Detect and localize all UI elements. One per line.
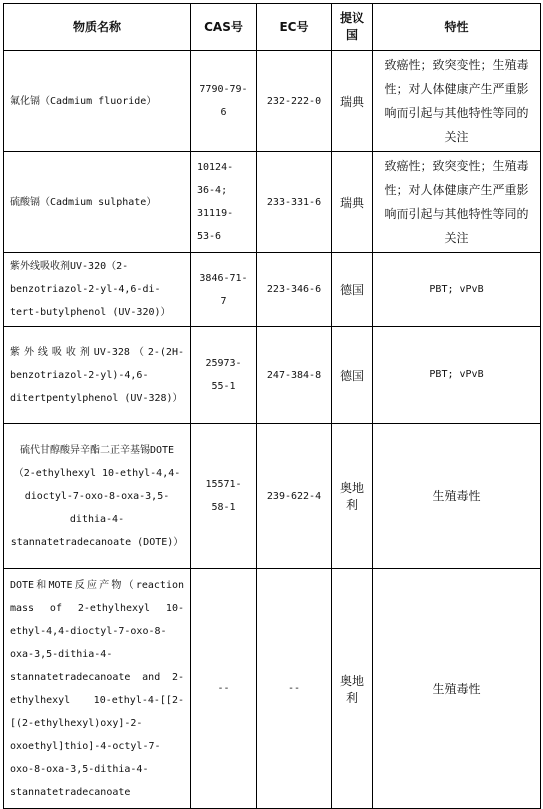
cell-substance-name: 硫代甘醇酸异辛酯二正辛基锡DOTE（2-ethylhexyl 10-ethyl-4,4-dioctyl-7-oxo-8-oxa-3,5-dithia-4-stannatetradecanoate (DOTE)） [4,424,191,569]
cell-property: PBT; vPvB [373,327,541,424]
cell-ec-number: 233-331-6 [257,152,332,253]
cell-proposing-country: 奥地利 [332,569,373,809]
cell-cas-number: 3846-71-7 [191,253,257,327]
cell-proposing-country: 瑞典 [332,51,373,152]
cell-ec-number: -- [257,569,332,809]
cell-ec-number: 223-346-6 [257,253,332,327]
cell-proposing-country: 德国 [332,253,373,327]
header-ec-number: EC号 [257,4,332,51]
header-property: 特性 [373,4,541,51]
cell-property: 致癌性；致突变性；生殖毒性；对人体健康产生严重影响而引起与其他特性等同的关注 [373,152,541,253]
table-row [4,569,541,809]
cell-cas-number: 25973-55-1 [191,327,257,424]
cell-property: 生殖毒性 [373,569,541,809]
cell-ec-number: 247-384-8 [257,327,332,424]
table-row [4,152,541,253]
cell-ec-number: 239-622-4 [257,424,332,569]
table-row [4,253,541,327]
cell-substance-name: 紫外线吸收剂UV-328（2-(2H-benzotriazol-2-yl)-4,6-ditertpentylphenol (UV-328)） [4,327,191,424]
cell-cas-number: -- [191,569,257,809]
cell-substance-name: DOTE和MOTE反应产物（reaction mass of 2-ethylhexyl 10-ethyl-4,4-dioctyl-7-oxo-8-oxa-3,5-dithia-4-stannatetradecanoate and 2-ethylhexyl 10-ethyl-4-[[2-[(2-ethylhexyl)oxy]-2-oxoethyl]thio]-4-octyl-7-oxo-8-oxa-3,5-dithia-4-stannatetradecanoate [4,569,191,809]
cell-cas-number: 15571-58-1 [191,424,257,569]
cell-property: 生殖毒性 [373,424,541,569]
cell-ec-number: 232-222-0 [257,51,332,152]
table-header-row [4,4,541,51]
header-substance-name: 物质名称 [4,4,191,51]
cell-substance-name: 硫酸镉（Cadmium sulphate） [4,152,191,253]
cell-property: 致癌性；致突变性；生殖毒性；对人体健康产生严重影响而引起与其他特性等同的关注 [373,51,541,152]
table-row [4,424,541,569]
cell-proposing-country: 瑞典 [332,152,373,253]
cell-proposing-country: 奥地利 [332,424,373,569]
cell-substance-name: 氟化镉（Cadmium fluoride） [4,51,191,152]
table-row [4,327,541,424]
header-proposing-country: 提议国 [332,4,373,51]
cell-cas-number: 10124-36-4; 31119-53-6 [191,152,257,253]
table-row [4,51,541,152]
cell-substance-name: 紫外线吸收剂UV-320（2-benzotriazol-2-yl-4,6-di-tert-butylphenol (UV-320)） [4,253,191,327]
cell-property: PBT; vPvB [373,253,541,327]
cell-cas-number: 7790-79-6 [191,51,257,152]
header-cas-number: CAS号 [191,4,257,51]
cell-proposing-country: 德国 [332,327,373,424]
svhc-substance-table [3,3,541,809]
